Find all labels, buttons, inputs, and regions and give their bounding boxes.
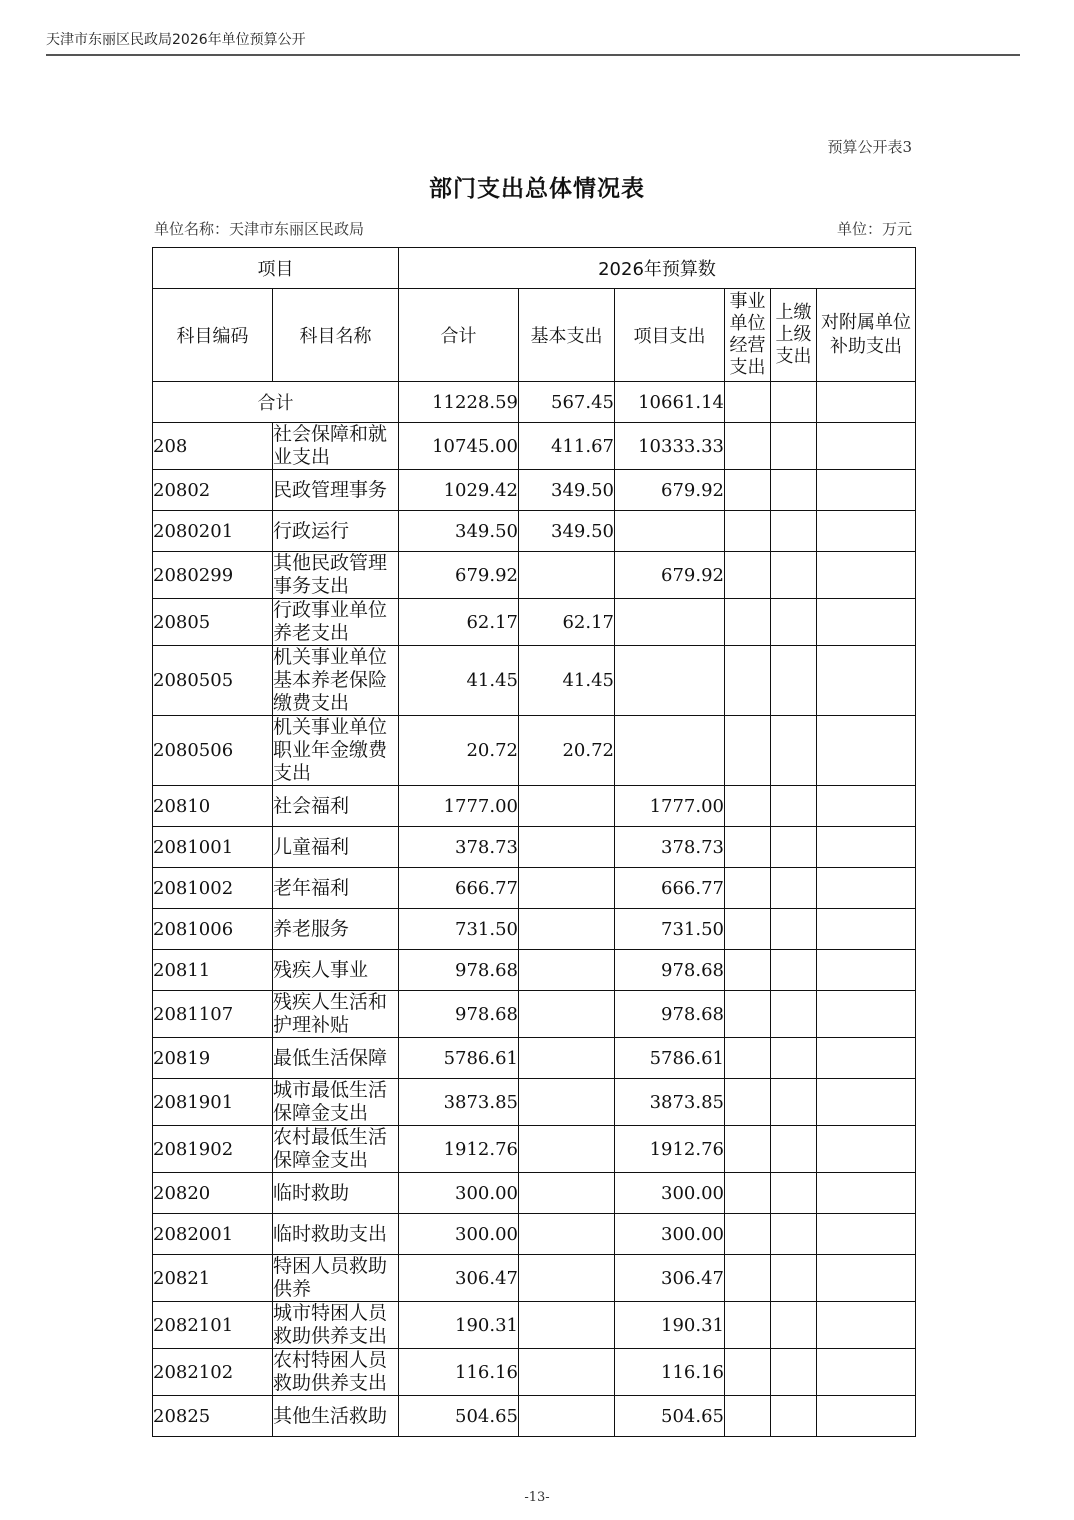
- row-project: 1777.00: [615, 786, 725, 827]
- row-upper: [771, 1079, 817, 1126]
- col-item: 项目: [153, 248, 399, 289]
- col-total: 合计: [399, 289, 519, 382]
- row-name: 城市最低生活保障金支出: [273, 1079, 399, 1126]
- page-number: -13-: [524, 1490, 550, 1505]
- row-operation: [725, 868, 771, 909]
- row-project: 731.50: [615, 909, 725, 950]
- row-operation: [725, 470, 771, 511]
- table-row: [153, 646, 916, 716]
- row-subsidy: [817, 552, 916, 599]
- row-subsidy: [817, 646, 916, 716]
- row-operation: [725, 909, 771, 950]
- row-project: 378.73: [615, 827, 725, 868]
- row-basic: [519, 827, 615, 868]
- row-basic: 411.67: [519, 423, 615, 470]
- row-upper: [771, 868, 817, 909]
- row-total: 731.50: [399, 909, 519, 950]
- row-project: 300.00: [615, 1173, 725, 1214]
- row-subsidy: [817, 1349, 916, 1396]
- col-code: 科目编码: [153, 289, 273, 382]
- col-project: 项目支出: [615, 289, 725, 382]
- row-subsidy: [817, 1214, 916, 1255]
- table-row: [153, 1255, 916, 1302]
- row-code: 2080299: [153, 552, 273, 599]
- row-subsidy: [817, 511, 916, 552]
- row-code: 20802: [153, 470, 273, 511]
- row-upper: [771, 1349, 817, 1396]
- row-upper: [771, 991, 817, 1038]
- table-row: [153, 1349, 916, 1396]
- row-total: 1777.00: [399, 786, 519, 827]
- row-project: 679.92: [615, 552, 725, 599]
- row-project: [615, 716, 725, 786]
- row-total: 116.16: [399, 1349, 519, 1396]
- table-row: [153, 827, 916, 868]
- row-project: 300.00: [615, 1214, 725, 1255]
- row-total: 679.92: [399, 552, 519, 599]
- row-code: 2081107: [153, 991, 273, 1038]
- table-row: [153, 950, 916, 991]
- table-number: 预算公开表3: [827, 138, 912, 156]
- row-subsidy: [817, 827, 916, 868]
- table-row: [153, 716, 916, 786]
- row-name: 养老服务: [273, 909, 399, 950]
- table-row: [153, 1173, 916, 1214]
- row-code: 2081002: [153, 868, 273, 909]
- row-total: 5786.61: [399, 1038, 519, 1079]
- row-name: 残疾人生活和护理补贴: [273, 991, 399, 1038]
- row-upper: [771, 1126, 817, 1173]
- row-operation: [725, 511, 771, 552]
- row-name: 其他民政管理事务支出: [273, 552, 399, 599]
- col-budget: 2026年预算数: [399, 248, 916, 289]
- row-basic: [519, 786, 615, 827]
- row-upper: [771, 470, 817, 511]
- row-subsidy: [817, 1126, 916, 1173]
- row-operation: [725, 1173, 771, 1214]
- row-upper: [771, 511, 817, 552]
- row-subsidy: [817, 950, 916, 991]
- row-upper: [771, 950, 817, 991]
- row-project: 978.68: [615, 950, 725, 991]
- row-basic: [519, 991, 615, 1038]
- row-basic: [519, 1126, 615, 1173]
- row-code: 2081001: [153, 827, 273, 868]
- row-subsidy: [817, 1173, 916, 1214]
- row-basic: 20.72: [519, 716, 615, 786]
- row-operation: [725, 827, 771, 868]
- row-subsidy: [817, 909, 916, 950]
- row-name: 行政事业单位养老支出: [273, 599, 399, 646]
- expenditure-table: [152, 247, 916, 1437]
- row-project: 190.31: [615, 1302, 725, 1349]
- row-code: 2081006: [153, 909, 273, 950]
- row-basic: [519, 1079, 615, 1126]
- row-operation: [725, 599, 771, 646]
- row-name: 农村最低生活保障金支出: [273, 1126, 399, 1173]
- row-total: 300.00: [399, 1173, 519, 1214]
- row-subsidy: [817, 423, 916, 470]
- row-subsidy: [817, 599, 916, 646]
- row-total: 349.50: [399, 511, 519, 552]
- table-row: [153, 511, 916, 552]
- row-operation: [725, 646, 771, 716]
- row-code: 20805: [153, 599, 273, 646]
- row-upper: [771, 1396, 817, 1437]
- row-basic: 349.50: [519, 470, 615, 511]
- row-total: 978.68: [399, 991, 519, 1038]
- row-total: 20.72: [399, 716, 519, 786]
- row-name: 社会保障和就业支出: [273, 423, 399, 470]
- col-subsidy: 对附属单位补助支出: [817, 289, 916, 382]
- row-project: 666.77: [615, 868, 725, 909]
- row-name: 农村特困人员救助供养支出: [273, 1349, 399, 1396]
- row-name: 临时救助: [273, 1173, 399, 1214]
- table-row: [153, 991, 916, 1038]
- header-row-1: [153, 248, 916, 289]
- row-name: 行政运行: [273, 511, 399, 552]
- row-operation: [725, 552, 771, 599]
- row-operation: [725, 1126, 771, 1173]
- row-total: 62.17: [399, 599, 519, 646]
- row-project: 10333.33: [615, 423, 725, 470]
- row-upper: [771, 552, 817, 599]
- row-basic: [519, 1038, 615, 1079]
- row-operation: [725, 1349, 771, 1396]
- row-basic: [519, 1396, 615, 1437]
- row-code: 2080505: [153, 646, 273, 716]
- row-basic: [519, 868, 615, 909]
- row-name: 残疾人事业: [273, 950, 399, 991]
- row-upper: [771, 786, 817, 827]
- row-project: [615, 599, 725, 646]
- row-subsidy: [817, 991, 916, 1038]
- total-basic: 567.45: [519, 382, 615, 423]
- row-total: 666.77: [399, 868, 519, 909]
- row-upper: [771, 646, 817, 716]
- row-upper: [771, 909, 817, 950]
- row-basic: [519, 950, 615, 991]
- row-name: 临时救助支出: [273, 1214, 399, 1255]
- row-total: 306.47: [399, 1255, 519, 1302]
- row-upper: [771, 1255, 817, 1302]
- row-total: 978.68: [399, 950, 519, 991]
- row-code: 2082102: [153, 1349, 273, 1396]
- row-code: 20820: [153, 1173, 273, 1214]
- row-basic: [519, 909, 615, 950]
- row-code: 20821: [153, 1255, 273, 1302]
- row-operation: [725, 423, 771, 470]
- table-row: [153, 1038, 916, 1079]
- row-project: 978.68: [615, 991, 725, 1038]
- row-code: 208: [153, 423, 273, 470]
- row-code: 2080506: [153, 716, 273, 786]
- row-name: 机关事业单位基本养老保险缴费支出: [273, 646, 399, 716]
- row-code: 2081901: [153, 1079, 273, 1126]
- row-operation: [725, 1079, 771, 1126]
- row-project: 504.65: [615, 1396, 725, 1437]
- row-code: 2082101: [153, 1302, 273, 1349]
- table-row: [153, 599, 916, 646]
- row-operation: [725, 1396, 771, 1437]
- row-basic: [519, 1214, 615, 1255]
- total-project: 10661.14: [615, 382, 725, 423]
- row-project: 1912.76: [615, 1126, 725, 1173]
- table-row: [153, 470, 916, 511]
- table-row: [153, 423, 916, 470]
- row-project: 3873.85: [615, 1079, 725, 1126]
- row-operation: [725, 991, 771, 1038]
- total-row: [153, 382, 916, 423]
- row-name: 特困人员救助供养: [273, 1255, 399, 1302]
- row-subsidy: [817, 1079, 916, 1126]
- row-basic: [519, 552, 615, 599]
- row-operation: [725, 1214, 771, 1255]
- page-title: 部门支出总体情况表: [429, 176, 645, 202]
- row-subsidy: [817, 470, 916, 511]
- row-name: 最低生活保障: [273, 1038, 399, 1079]
- table-row: [153, 909, 916, 950]
- table-row: [153, 1079, 916, 1126]
- row-total: 300.00: [399, 1214, 519, 1255]
- row-upper: [771, 423, 817, 470]
- table-row: [153, 1396, 916, 1437]
- row-code: 2080201: [153, 511, 273, 552]
- row-name: 机关事业单位职业年金缴费支出: [273, 716, 399, 786]
- row-basic: [519, 1255, 615, 1302]
- row-subsidy: [817, 1255, 916, 1302]
- unit-name: 单位名称：天津市东丽区民政局: [154, 220, 365, 238]
- row-total: 10745.00: [399, 423, 519, 470]
- row-operation: [725, 1302, 771, 1349]
- row-basic: 41.45: [519, 646, 615, 716]
- row-upper: [771, 1214, 817, 1255]
- row-subsidy: [817, 1038, 916, 1079]
- header-row-2: [153, 289, 916, 382]
- row-total: 190.31: [399, 1302, 519, 1349]
- row-subsidy: [817, 1302, 916, 1349]
- col-upper: 上缴上级支出: [771, 289, 817, 382]
- total-upper: [771, 382, 817, 423]
- table-row: [153, 868, 916, 909]
- table-row: [153, 1302, 916, 1349]
- row-basic: 349.50: [519, 511, 615, 552]
- row-project: 5786.61: [615, 1038, 725, 1079]
- row-name: 老年福利: [273, 868, 399, 909]
- row-code: 2081902: [153, 1126, 273, 1173]
- row-upper: [771, 1038, 817, 1079]
- row-subsidy: [817, 1396, 916, 1437]
- total-subsidy: [817, 382, 916, 423]
- row-name: 社会福利: [273, 786, 399, 827]
- row-upper: [771, 716, 817, 786]
- row-operation: [725, 950, 771, 991]
- table-row: [153, 786, 916, 827]
- total-total: 11228.59: [399, 382, 519, 423]
- row-subsidy: [817, 868, 916, 909]
- row-project: [615, 646, 725, 716]
- row-project: 116.16: [615, 1349, 725, 1396]
- document-header: [46, 30, 1020, 56]
- row-project: [615, 511, 725, 552]
- row-total: 378.73: [399, 827, 519, 868]
- row-operation: [725, 716, 771, 786]
- row-project: 306.47: [615, 1255, 725, 1302]
- row-upper: [771, 827, 817, 868]
- row-total: 504.65: [399, 1396, 519, 1437]
- row-total: 1912.76: [399, 1126, 519, 1173]
- col-operation: 事业单位经营支出: [725, 289, 771, 382]
- header-title: 天津市东丽区民政局2026年单位预算公开: [46, 32, 306, 48]
- table-row: [153, 552, 916, 599]
- row-total: 41.45: [399, 646, 519, 716]
- row-basic: [519, 1349, 615, 1396]
- row-operation: [725, 1038, 771, 1079]
- col-name: 科目名称: [273, 289, 399, 382]
- table-row: [153, 1214, 916, 1255]
- row-code: 20811: [153, 950, 273, 991]
- row-code: 2082001: [153, 1214, 273, 1255]
- row-operation: [725, 1255, 771, 1302]
- row-name: 其他生活救助: [273, 1396, 399, 1437]
- row-operation: [725, 786, 771, 827]
- row-code: 20825: [153, 1396, 273, 1437]
- row-upper: [771, 1302, 817, 1349]
- row-name: 儿童福利: [273, 827, 399, 868]
- row-project: 679.92: [615, 470, 725, 511]
- row-upper: [771, 1173, 817, 1214]
- row-total: 1029.42: [399, 470, 519, 511]
- table-row: [153, 1126, 916, 1173]
- row-basic: [519, 1302, 615, 1349]
- row-subsidy: [817, 716, 916, 786]
- row-subsidy: [817, 786, 916, 827]
- row-name: 城市特困人员救助供养支出: [273, 1302, 399, 1349]
- currency-unit: 单位：万元: [836, 220, 912, 238]
- row-code: 20810: [153, 786, 273, 827]
- row-code: 20819: [153, 1038, 273, 1079]
- total-label: 合计: [153, 382, 399, 423]
- row-total: 3873.85: [399, 1079, 519, 1126]
- row-upper: [771, 599, 817, 646]
- row-basic: 62.17: [519, 599, 615, 646]
- col-basic: 基本支出: [519, 289, 615, 382]
- row-name: 民政管理事务: [273, 470, 399, 511]
- row-basic: [519, 1173, 615, 1214]
- total-operation: [725, 382, 771, 423]
